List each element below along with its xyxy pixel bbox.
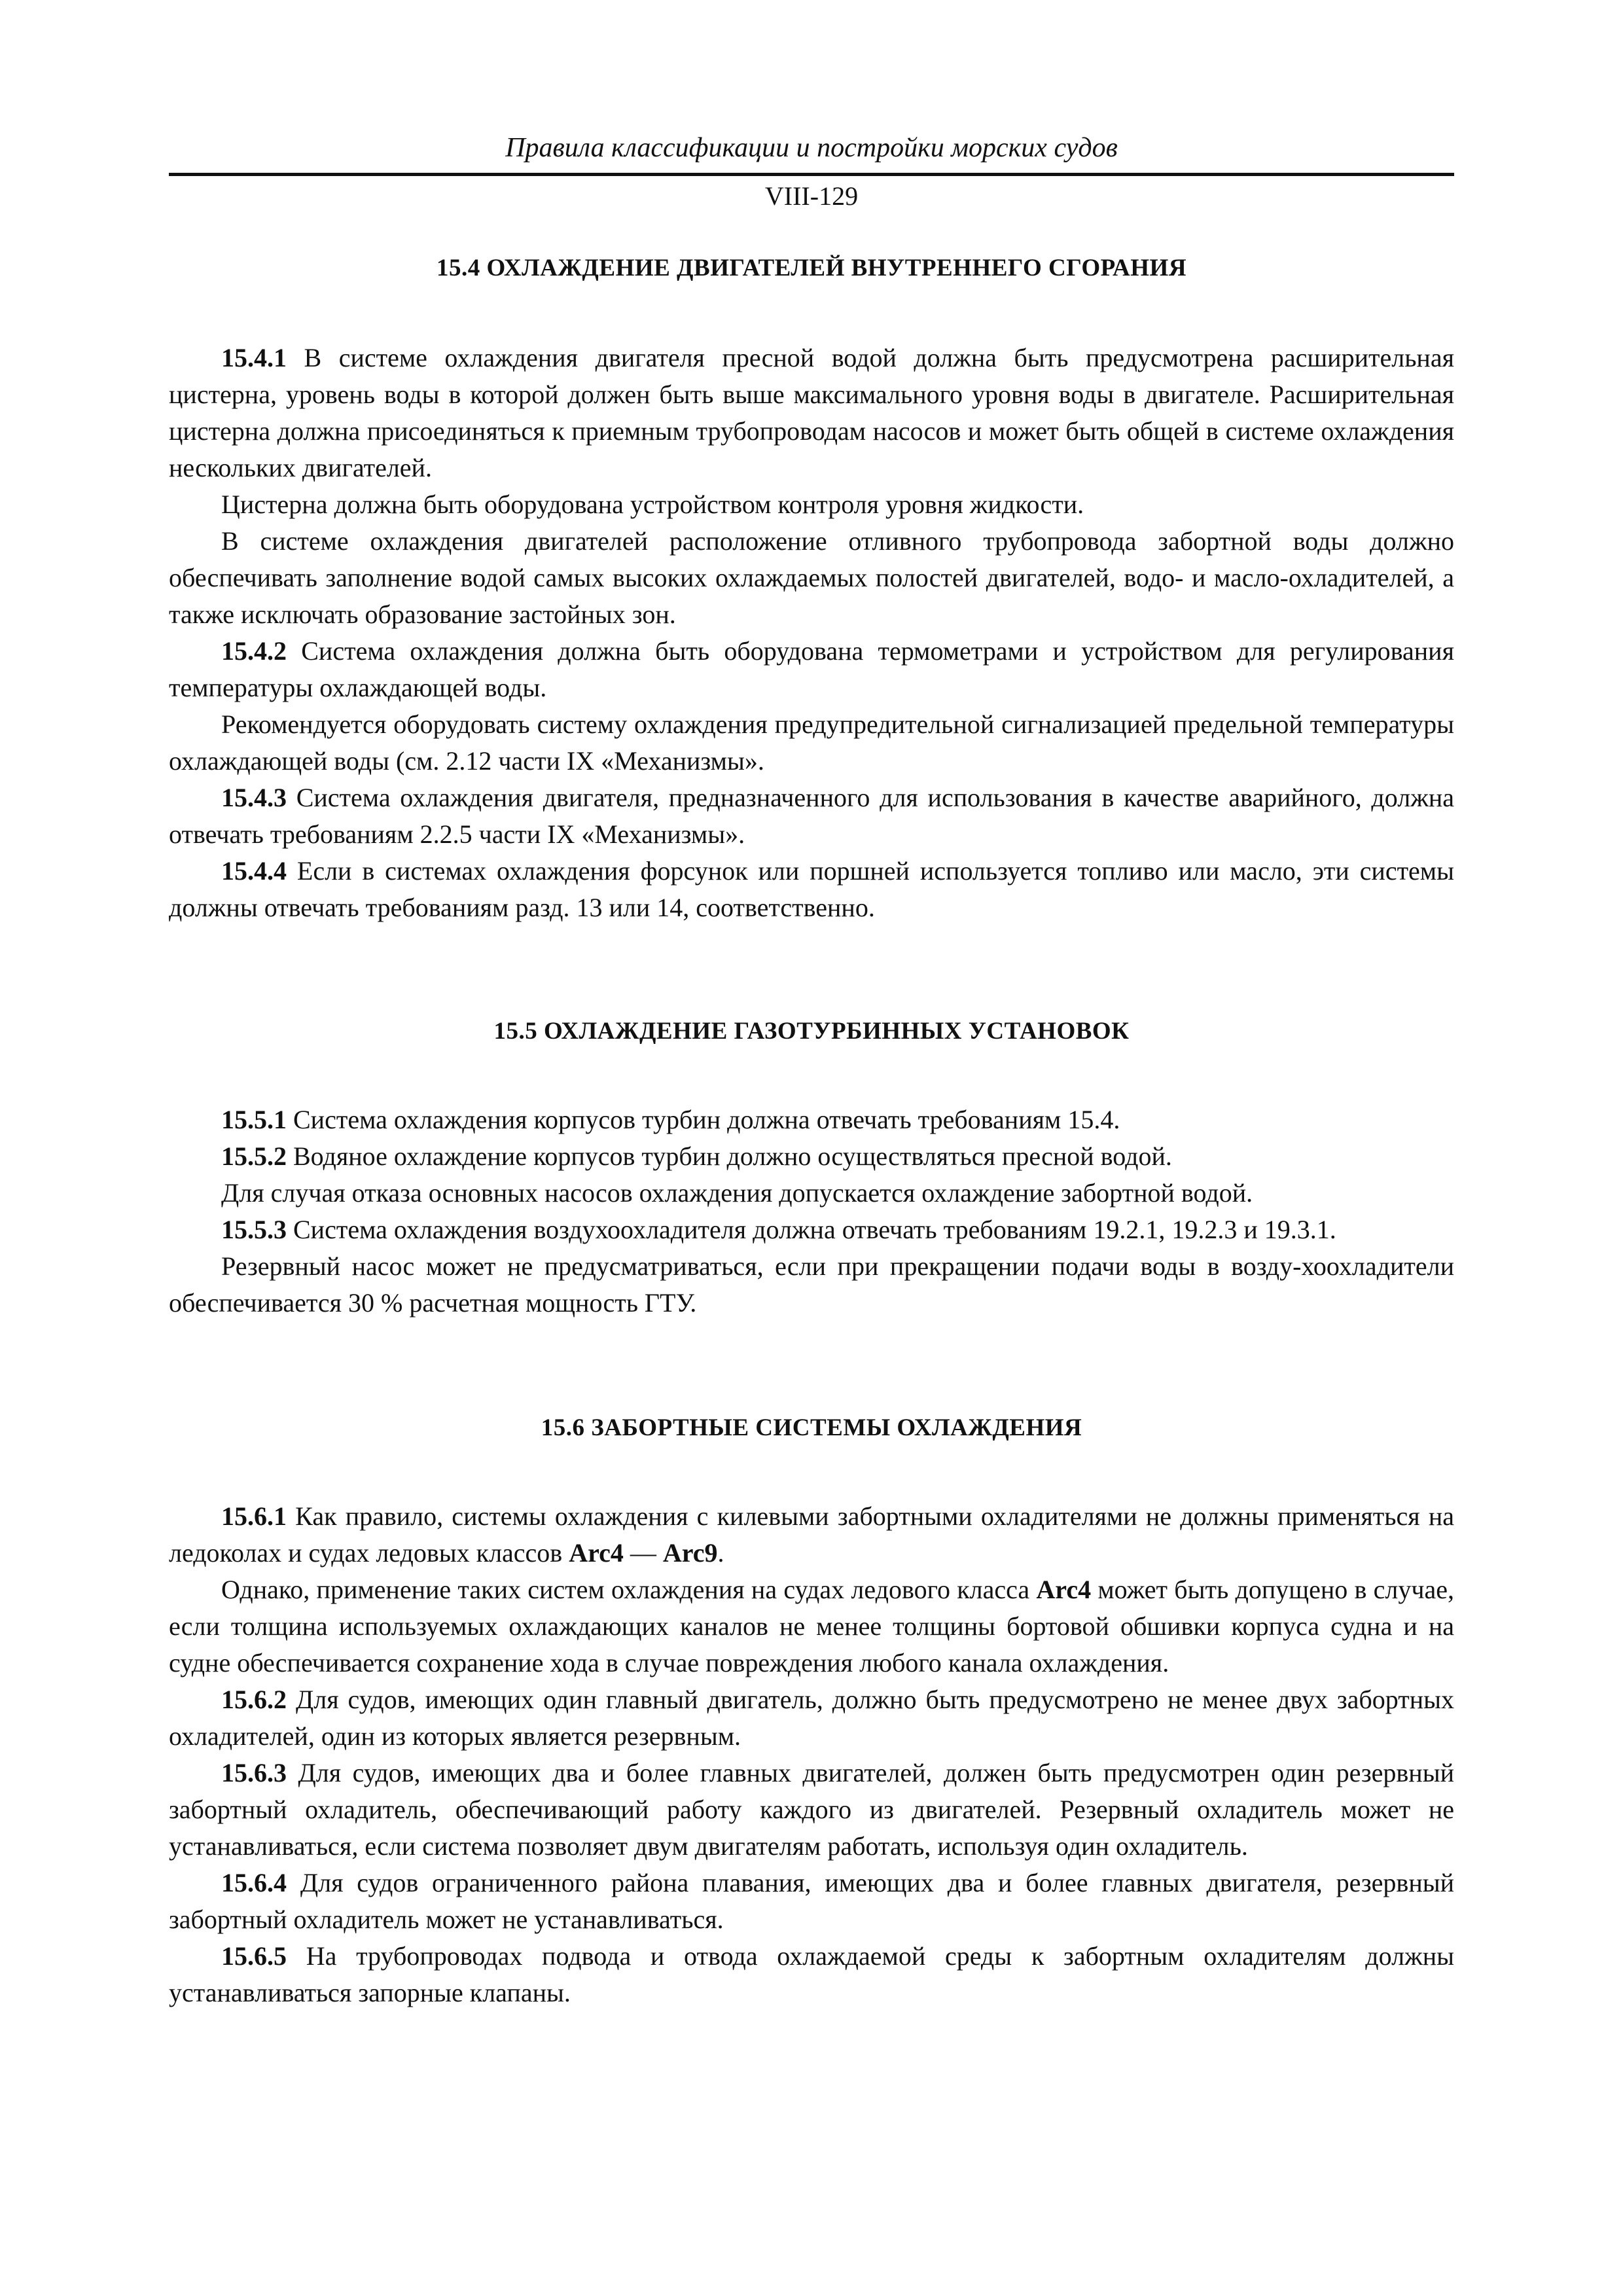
paragraph [169, 523, 1454, 633]
section-heading-15-6: 15.6 ЗАБОРТНЫЕ СИСТЕМЫ ОХЛАЖДЕНИЯ [541, 1414, 1082, 1441]
paragraph-text: Если в системах охлаждения форсунок или поршней используется топливо или масло, эти системы должны отвечать требованиям разд. 13 или 14, соответственно. [169, 856, 1454, 922]
paragraph-15-6-5 [169, 1938, 1454, 2011]
paragraph-text: Рекомендуется оборудовать систему охлаждения предупредительной сигнализацией предельной температуры охлаждающей воды (см. 2.12 части IX «Механизмы». [169, 709, 1454, 776]
paragraph-text: Система охлаждения воздухоохладителя должна отвечать требованиям 19.2.1, 19.2.3 и 19.3.1. [287, 1215, 1336, 1244]
clause-number: 15.5.3 [221, 1215, 287, 1244]
paragraph-15-5-3 [169, 1211, 1454, 1248]
paragraph-text: Резервный насос может не предусматриваться, если при прекращении подачи воды в возду-хоохладители обеспечивается 30 % расчетная мощность ГТУ. [169, 1251, 1454, 1318]
paragraph-text: Система охлаждения двигателя, предназначенного для использования в качестве аварийного, должна отвечать требованиям 2.2.5 части IX «Механизмы». [169, 783, 1454, 849]
page-number: VIII-129 [764, 181, 859, 211]
paragraph-text: — [623, 1538, 663, 1568]
section-heading-15-4: 15.4 ОХЛАЖДЕНИЕ ДВИГАТЕЛЕЙ ВНУТРЕННЕГО СГОРАНИЯ [436, 255, 1187, 281]
paragraph-15-4-2 [169, 633, 1454, 706]
clause-number: 15.5.2 [221, 1141, 287, 1171]
paragraph-text: В системе охлаждения двигателя пресной водой должна быть предусмотрена расширительная цистерна, уровень воды в которой должен быть выше максимального уровня воды в двигателе. Расширительная цистерна должна присоединяться к приемным трубопроводам насосов и может быть общей в системе охлаждения нескольких двигателей. [169, 343, 1454, 482]
paragraph-15-6-3 [169, 1755, 1454, 1865]
clause-number: 15.6.5 [221, 1941, 287, 1971]
ice-class-code: Arc9 [662, 1538, 718, 1568]
clause-number: 15.4.2 [221, 636, 287, 666]
clause-number: 15.4.4 [221, 856, 287, 886]
document-page [169, 131, 1454, 2011]
paragraph-15-6-1 [169, 1498, 1454, 1571]
paragraph-15-6-4 [169, 1865, 1454, 1938]
paragraph [169, 1248, 1454, 1321]
paragraph-15-5-1 [169, 1102, 1454, 1138]
paragraph-15-4-4 [169, 853, 1454, 926]
paragraph [169, 706, 1454, 780]
paragraph-text: может быть допущено в случае, если толщина используемых охлаждающих каналов не менее толщины бортовой обшивки корпуса судна и на судне обеспечивается сохранение хода в случае повреждения любого канала охлаждения. [169, 1575, 1454, 1677]
section-heading-15-5: 15.5 ОХЛАЖДЕНИЕ ГАЗОТУРБИННЫХ УСТАНОВОК [493, 1018, 1130, 1045]
paragraph-text: Цистерна должна быть оборудована устройством контроля уровня жидкости. [221, 490, 1084, 519]
paragraph [169, 1571, 1454, 1681]
paragraph-text: . [717, 1538, 724, 1568]
paragraph [169, 486, 1454, 523]
clause-number: 15.6.4 [221, 1868, 287, 1897]
clause-number: 15.6.1 [221, 1501, 287, 1531]
paragraph-text: Как правило, системы охлаждения с килевыми забортными охладителями не должны применяться на ледоколах и судах ледовых классов [169, 1501, 1454, 1568]
paragraph-text: В системе охлаждения двигателей расположение отливного трубопровода забортной воды должно обеспечивать заполнение водой самых высоких охлаждаемых полостей двигателей, водо- и масло-охладителей, а также исключать образование застойных зон. [169, 526, 1454, 629]
clause-number: 15.4.3 [221, 783, 287, 812]
clause-number: 15.6.2 [221, 1685, 287, 1714]
paragraph [169, 1175, 1454, 1211]
paragraph-text: Для судов, имеющих два и более главных двигателей, должен быть предусмотрен один резервный забортный охладитель, обеспечивающий работу каждого из двигателей. Резервный охладитель может не устанавливаться, если система позволяет двум двигателям работать, используя один охладитель. [169, 1758, 1454, 1861]
paragraph-text: Однако, применение таких систем охлаждения на судах ледового класса [221, 1575, 1037, 1604]
paragraph-text: Для судов ограниченного района плавания, имеющих два и более главных двигателя, резервный забортный охладитель может не устанавливаться. [169, 1868, 1454, 1934]
paragraph-text: Система охлаждения корпусов турбин должна отвечать требованиям 15.4. [287, 1105, 1120, 1134]
paragraph-text: На трубопроводах подвода и отвода охлаждаемой среды к забортным охладителям должны устанавливаться запорные клапаны. [169, 1941, 1454, 2007]
paragraph-15-4-1 [169, 340, 1454, 486]
paragraph-text: Водяное охлаждение корпусов турбин должно осуществляться пресной водой. [287, 1141, 1172, 1171]
paragraph-text: Для случая отказа основных насосов охлаждения допускается охлаждение забортной водой. [221, 1178, 1253, 1208]
ice-class-code: Arc4 [1036, 1575, 1092, 1604]
clause-number: 15.5.1 [221, 1105, 287, 1134]
paragraph-15-6-2 [169, 1681, 1454, 1755]
paragraph-15-5-2 [169, 1138, 1454, 1175]
ice-class-code: Arc4 [569, 1538, 624, 1568]
paragraph-text: Система охлаждения должна быть оборудована термометрами и устройством для регулирования температуры охлаждающей воды. [169, 636, 1454, 702]
paragraph-15-4-3 [169, 780, 1454, 853]
clause-number: 15.6.3 [221, 1758, 287, 1787]
clause-number: 15.4.1 [221, 343, 287, 372]
paragraph-text: Для судов, имеющих один главный двигатель, должно быть предусмотрено не менее двух забортных охладителей, один из которых является резервным. [169, 1685, 1454, 1751]
running-title: Правила классификации и постройки морских судов [505, 133, 1118, 163]
header-rule [169, 173, 1454, 176]
